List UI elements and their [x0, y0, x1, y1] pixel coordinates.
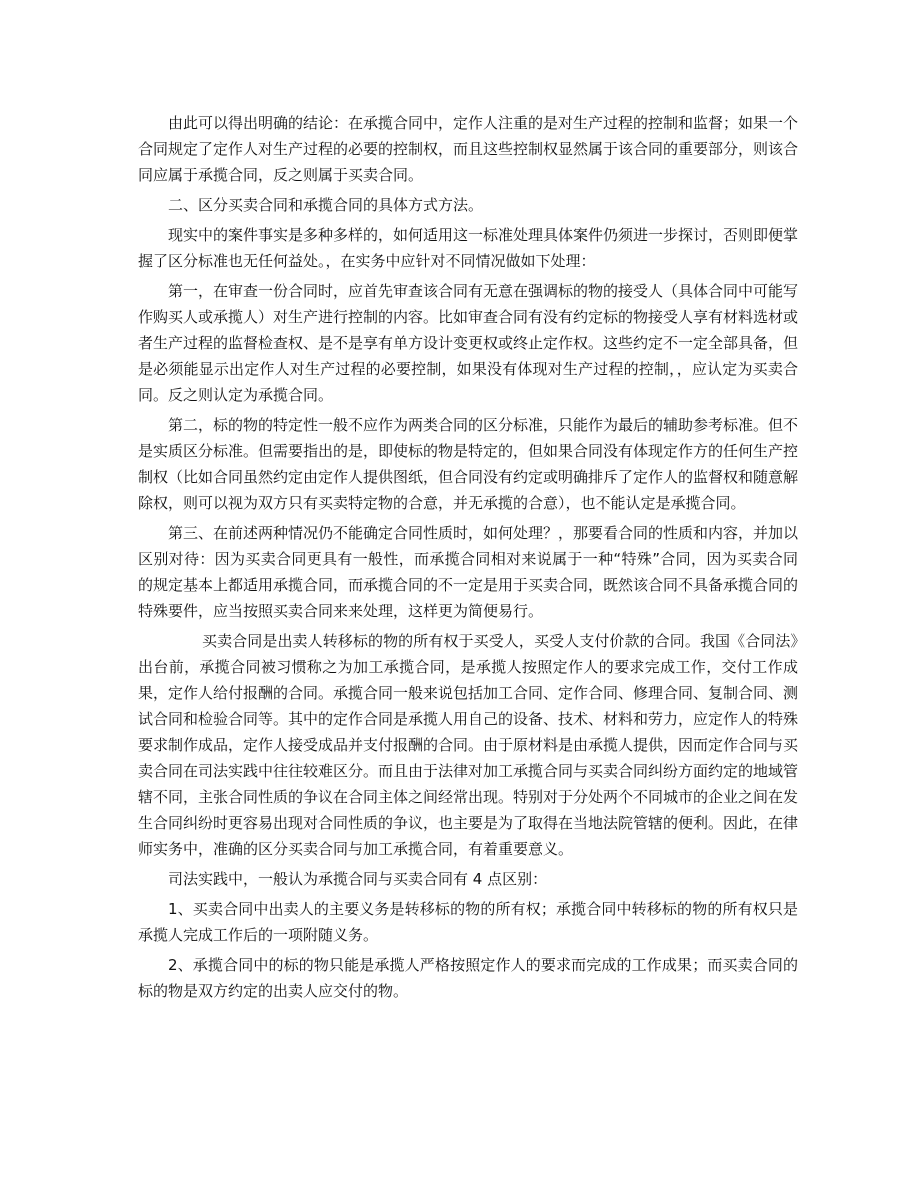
- list-item-1: 1、买卖合同中出卖人的主要义务是转移标的物的所有权；承揽合同中转移标的物的所有权只是承揽人完成工作后的一项附随义务。: [138, 900, 798, 944]
- paragraph-second: 第二，标的物的特定性一般不应作为两类合同的区分标准，只能作为最后的辅助参考标准。但不是实质区分标准。但需要指出的是，即使标的物是特定的，但如果合同没有体现定作方的任何生产控制权（比如合同虽然约定由定作人提供图纸，但合同没有约定或明确排斥了定作人的监督权和随意解除权，则可以视为双方只有买卖特定物的合意，并无承揽的合意），也不能认定是承揽合同。: [138, 416, 799, 512]
- paragraph-definition: 买卖合同是出卖人转移标的物的所有权于买受人，买受人支付价款的合同。我国《合同法》出台前，承揽合同被习惯称之为加工承揽合同，是承揽人按照定作人的要求完成工作，交付工作成果，定作人给付报酬的合同。承揽合同一般来说包括加工合同、定作合同、修理合同、复制合同、测试合同和检验合同等。其中的定作合同是承揽人用自己的设备、技术、材料和劳力，应定作人的特殊要求制作成品，定作人接受成品并支付报酬的合同。由于原材料是由承揽人提供，因而定作合同与买卖合同在司法实践中往往较难区分。而且由于法律对加工承揽合同与买卖合同纠纷方面约定的地域管辖不同，主张合同性质的争议在合同主体之间经常出现。特别对于分处两个不同城市的企业之间在发生合同纠纷时更容易出现对合同性质的争议，也主要是为了取得在当地法院管辖的便利。因此，在律师实务中，准确的区分买卖合同与加工承揽合同，有着重要意义。: [138, 632, 799, 858]
- paragraph-first: 第一，在审查一份合同时，应首先审查该合同有无意在强调标的物的接受人（具体合同中可能写作购买人或承揽人）对生产进行控制的内容。比如审查合同有没有约定标的物接受人享有材料选材或者生产过程的监督检查权、是不是享有单方设计变更权或终止定作权。这些约定不一定全部具备，但是必须能显示出定作人对生产过程的必要控制，如果没有体现对生产过程的控制，，应认定为买卖合同。反之则认定为承揽合同。: [138, 282, 799, 404]
- document-body: [138, 110, 798, 1008]
- section-heading-two: 二、区分买卖合同和承揽合同的具体方式方法。: [168, 196, 484, 214]
- list-item-2: 2、承揽合同中的标的物只能是承揽人严格按照定作人的要求而完成的工作成果；而买卖合同的标的物是双方约定的出卖人应交付的物。: [138, 956, 798, 1000]
- paragraph-third: 第三、在前述两种情况仍不能确定合同性质时，如何处理？，那要看合同的性质和内容，并加以区别对待：因为买卖合同更具有一般性，而承揽合同相对来说属于一种“特殊”合同，因为买卖合同的规定基本上都适用承揽合同，而承揽合同的不一定是用于买卖合同，既然该合同不具备承揽合同的特殊要件，应当按照买卖合同来来处理，这样更为简便易行。: [138, 524, 799, 620]
- paragraph-reality: 现实中的案件事实是多种多样的，如何适用这一标准处理具体案件仍须进一步探讨，否则即便掌握了区分标准也无任何益处。，在实务中应针对不同情况做如下处理：: [138, 226, 799, 270]
- paragraph-conclusion: 由此可以得出明确的结论：在承揽合同中，定作人注重的是对生产过程的控制和监督；如果一个合同规定了定作人对生产过程的必要的控制权，而且这些控制权显然属于该合同的重要部分，则该合同应属于承揽合同，反之则属于买卖合同。: [138, 114, 799, 184]
- paragraph-judicial-practice: 司法实践中，一般认为承揽合同与买卖合同有 4 点区别：: [168, 870, 548, 888]
